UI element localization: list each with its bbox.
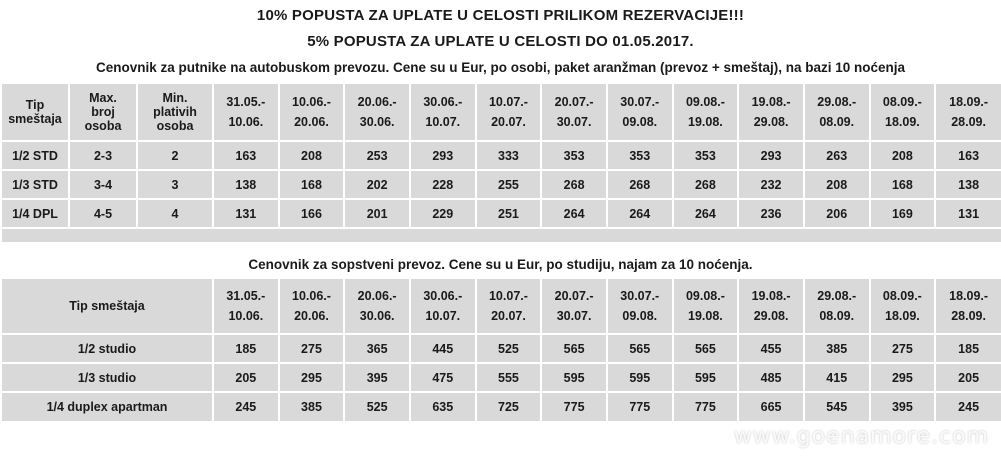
- promo-line-2: 5% POPUSTA ZA UPLATE U CELOSTI DO 01.05.2017.: [307, 33, 694, 50]
- period-end: 29.08.: [753, 309, 789, 323]
- cell-price: 565: [673, 334, 739, 363]
- table-row: [1, 199, 1001, 228]
- table-bottom-strip: [1, 228, 1001, 242]
- period-start: 10.06.-: [292, 95, 331, 109]
- period-end: 18.09.: [885, 115, 920, 129]
- period-end: 20.07.: [491, 115, 526, 129]
- cell-tip-smestaja: 1/2 studio: [1, 334, 213, 363]
- period-end: 09.08.: [622, 115, 658, 129]
- cell-price: 595: [541, 363, 607, 392]
- period-start: 31.05.-: [226, 289, 266, 303]
- cell-price: 445: [410, 334, 476, 363]
- cell-price: 268: [607, 170, 673, 199]
- cell-price: 365: [344, 334, 410, 363]
- period-end: 28.09.: [951, 309, 986, 323]
- cell-price: 275: [279, 334, 345, 363]
- header-period: [279, 83, 345, 141]
- period-start: 20.06.-: [357, 95, 397, 109]
- cell-price: 353: [673, 141, 739, 170]
- cell-price: 333: [476, 141, 542, 170]
- period-start: 09.08.-: [685, 289, 725, 303]
- table-row: [1, 392, 1001, 421]
- cell-max-broj-osoba: 3-4: [69, 170, 137, 199]
- period-start: 30.06.-: [423, 289, 463, 303]
- cell-price: 353: [541, 141, 607, 170]
- period-end: 19.08.: [688, 309, 723, 323]
- header-period: [213, 83, 279, 141]
- cell-price: 185: [213, 334, 279, 363]
- cell-price: 166: [279, 199, 345, 228]
- cell-price: 775: [673, 392, 739, 421]
- period-start: 10.07.-: [488, 95, 528, 109]
- header-period: [541, 278, 607, 334]
- period-start: 29.08.-: [817, 95, 857, 109]
- period-end: 20.06.: [294, 309, 329, 323]
- cell-price: 565: [607, 334, 673, 363]
- cell-price: 205: [935, 363, 1001, 392]
- bus-price-table: [0, 82, 1001, 242]
- header-period: [870, 278, 936, 334]
- period-end: 09.08.: [622, 309, 658, 323]
- header-period: [607, 83, 673, 141]
- period-start: 09.08.-: [685, 95, 725, 109]
- cell-max-broj-osoba: 4-5: [69, 199, 137, 228]
- own-transport-price-table-header: [1, 278, 1001, 334]
- cell-price: 229: [410, 199, 476, 228]
- cell-price: 595: [673, 363, 739, 392]
- cell-price: 168: [870, 170, 936, 199]
- period-start: 30.07.-: [620, 95, 660, 109]
- header-period: [476, 278, 542, 334]
- cell-price: 202: [344, 170, 410, 199]
- period-start: 20.07.-: [554, 289, 594, 303]
- cell-price: 131: [213, 199, 279, 228]
- bus-price-table-header: [1, 83, 1001, 141]
- cell-price: 525: [344, 392, 410, 421]
- header-tip-smestaja: Tip smeštaja: [1, 278, 213, 334]
- period-end: 30.07.: [556, 309, 592, 323]
- header-period: [607, 278, 673, 334]
- period-end: 30.07.: [556, 115, 592, 129]
- period-start: 19.08.-: [751, 95, 791, 109]
- cell-price: 131: [935, 199, 1001, 228]
- header-period: [935, 83, 1001, 141]
- cell-price: 415: [804, 363, 870, 392]
- period-end: 30.06.: [359, 115, 395, 129]
- period-start: 30.07.-: [620, 289, 660, 303]
- table1-title: Cenovnik za putnike na autobuskom prevozu. Cene su u Eur, po osobi, paket aranžman (prevoz + smeštaj), na bazi 10 noćenja: [95, 60, 906, 75]
- header-period: [870, 83, 936, 141]
- header-period: [935, 278, 1001, 334]
- cell-price: 138: [213, 170, 279, 199]
- cell-price: 395: [870, 392, 936, 421]
- header-period: [673, 83, 739, 141]
- cell-max-broj-osoba: 2-3: [69, 141, 137, 170]
- cell-price: 595: [607, 363, 673, 392]
- cell-min-plativih-osoba: 4: [137, 199, 213, 228]
- table-bottom-strip-cell: [1, 228, 1001, 242]
- cell-price: 293: [738, 141, 804, 170]
- cell-price: 555: [476, 363, 542, 392]
- bus-price-table-body: [1, 83, 1001, 242]
- cell-price: 263: [804, 141, 870, 170]
- period-start: 08.09.-: [882, 289, 922, 303]
- cell-price: 295: [279, 363, 345, 392]
- period-start: 20.07.-: [554, 95, 594, 109]
- cell-min-plativih-osoba: 2: [137, 141, 213, 170]
- cell-price: 251: [476, 199, 542, 228]
- period-end: 08.09.: [819, 115, 855, 129]
- cell-price: 268: [673, 170, 739, 199]
- cell-tip-smestaja: 1/4 DPL: [1, 199, 69, 228]
- cell-price: 295: [870, 363, 936, 392]
- cell-price: 545: [804, 392, 870, 421]
- cell-price: 264: [607, 199, 673, 228]
- cell-price: 201: [344, 199, 410, 228]
- table2-title: Cenovnik za sopstveni prevoz. Cene su u Eur, po studiju, najam za 10 noćenja.: [248, 257, 753, 272]
- period-end: 08.09.: [819, 309, 855, 323]
- period-start: 18.09.-: [949, 95, 989, 109]
- period-start: 08.09.-: [882, 95, 922, 109]
- cell-price: 245: [935, 392, 1001, 421]
- table-row: [1, 334, 1001, 363]
- watermark-text: www.goenamore.com: [733, 424, 989, 449]
- cell-price: 275: [870, 334, 936, 363]
- period-end: 30.06.: [359, 309, 395, 323]
- header-period: [738, 83, 804, 141]
- cell-price: 205: [213, 363, 279, 392]
- period-start: 19.08.-: [751, 289, 791, 303]
- cell-price: 163: [213, 141, 279, 170]
- cell-price: 475: [410, 363, 476, 392]
- cell-price: 525: [476, 334, 542, 363]
- table-row: [1, 170, 1001, 199]
- cell-price: 208: [279, 141, 345, 170]
- cell-tip-smestaja: 1/2 STD: [1, 141, 69, 170]
- cell-price: 208: [804, 170, 870, 199]
- header-period: [279, 278, 345, 334]
- cell-price: 665: [738, 392, 804, 421]
- promo-line-1: 10% POPUSTA ZA UPLATE U CELOSTI PRILIKOM REZERVACIJE!!!: [256, 7, 745, 24]
- period-start: 20.06.-: [357, 289, 397, 303]
- period-end: 10.07.: [425, 309, 461, 323]
- header-period: [673, 278, 739, 334]
- cell-price: 635: [410, 392, 476, 421]
- cell-price: 395: [344, 363, 410, 392]
- cell-price: 485: [738, 363, 804, 392]
- cell-price: 775: [607, 392, 673, 421]
- cell-price: 725: [476, 392, 542, 421]
- header-period: [804, 278, 870, 334]
- cell-price: 185: [935, 334, 1001, 363]
- cell-price: 253: [344, 141, 410, 170]
- period-end: 10.07.: [425, 115, 461, 129]
- cell-price: 208: [870, 141, 936, 170]
- period-end: 10.06.: [228, 309, 264, 323]
- period-end: 28.09.: [951, 115, 986, 129]
- period-start: 10.07.-: [488, 289, 528, 303]
- period-start: 18.09.-: [949, 289, 989, 303]
- period-end: 10.06.: [228, 115, 264, 129]
- cell-price: 255: [476, 170, 542, 199]
- cell-price: 264: [541, 199, 607, 228]
- cell-price: 264: [673, 199, 739, 228]
- cell-price: 268: [541, 170, 607, 199]
- cell-price: 228: [410, 170, 476, 199]
- cell-min-plativih-osoba: 3: [137, 170, 213, 199]
- header-period: [541, 83, 607, 141]
- own-transport-price-table: [0, 277, 1001, 421]
- cell-price: 138: [935, 170, 1001, 199]
- cell-price: 385: [804, 334, 870, 363]
- header-period: [410, 278, 476, 334]
- header-period: [344, 83, 410, 141]
- cell-price: 775: [541, 392, 607, 421]
- period-start: 29.08.-: [817, 289, 857, 303]
- header-period: [804, 83, 870, 141]
- period-start: 30.06.-: [423, 95, 463, 109]
- cell-tip-smestaja: 1/3 STD: [1, 170, 69, 199]
- cell-price: 206: [804, 199, 870, 228]
- header-max-broj-osoba: Max. broj osoba: [69, 83, 137, 141]
- cell-tip-smestaja: 1/4 duplex apartman: [1, 392, 213, 421]
- cell-price: 293: [410, 141, 476, 170]
- cell-price: 565: [541, 334, 607, 363]
- cell-price: 168: [279, 170, 345, 199]
- cell-price: 236: [738, 199, 804, 228]
- cell-price: 169: [870, 199, 936, 228]
- header-min-plativih-osoba: Min. plativih osoba: [137, 83, 213, 141]
- cell-price: 232: [738, 170, 804, 199]
- cell-tip-smestaja: 1/3 studio: [1, 363, 213, 392]
- header-tip-smestaja: Tip smeštaja: [1, 83, 69, 141]
- period-start: 31.05.-: [226, 95, 266, 109]
- header-period: [476, 83, 542, 141]
- table-row: [1, 141, 1001, 170]
- header-period: [738, 278, 804, 334]
- cell-price: 163: [935, 141, 1001, 170]
- cell-price: 245: [213, 392, 279, 421]
- period-end: 20.07.: [491, 309, 526, 323]
- header-period: [213, 278, 279, 334]
- period-end: 29.08.: [753, 115, 789, 129]
- header-period: [410, 83, 476, 141]
- header-period: [344, 278, 410, 334]
- cell-price: 385: [279, 392, 345, 421]
- cell-price: 455: [738, 334, 804, 363]
- period-end: 19.08.: [688, 115, 723, 129]
- period-end: 20.06.: [294, 115, 329, 129]
- own-transport-price-table-body: [1, 278, 1001, 421]
- table-row: [1, 363, 1001, 392]
- cell-price: 353: [607, 141, 673, 170]
- period-end: 18.09.: [885, 309, 920, 323]
- promo-header: [0, 0, 1001, 55]
- period-start: 10.06.-: [292, 289, 331, 303]
